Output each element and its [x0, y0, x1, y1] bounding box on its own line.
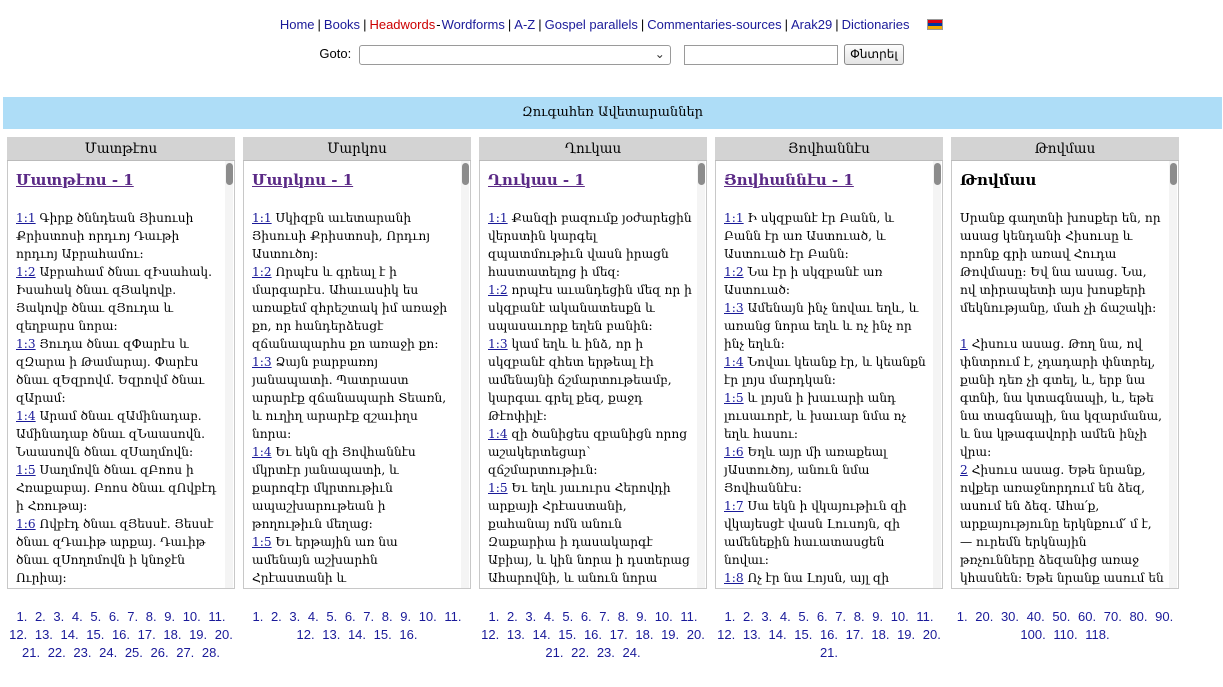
chevron-down-icon: ⌄ [654, 46, 665, 61]
chapter-link[interactable]: 30. [1000, 609, 1020, 624]
chapter-link[interactable]: 3. [525, 609, 537, 624]
verse [252, 353, 456, 443]
verse-text: Սկիզբն աւետարանի Յիսուսի Քրիստոսի, Որդւոյ Աստուծոյ: [252, 211, 431, 261]
nav-separator: | [640, 17, 645, 32]
chapter-link[interactable]: 1. [16, 609, 28, 624]
verse-number-link[interactable]: 1:4 [252, 445, 272, 459]
verse-text: Ամենայն ինչ նովաւ եղև, և առանց նորա եղև և ոչ ինչ որ ինչ եղևն: [724, 301, 919, 351]
chapter-link[interactable]: 60. [1078, 609, 1097, 624]
column-text-panel[interactable] [715, 161, 943, 589]
chapter-link[interactable]: 2. [270, 609, 282, 624]
chapter-link[interactable]: 21. [545, 645, 564, 660]
verse [488, 209, 692, 281]
chapter-link[interactable]: 7. [835, 609, 847, 624]
verse-number-link[interactable]: 1 [960, 337, 968, 351]
verse [16, 335, 220, 407]
verse [724, 569, 928, 589]
verse-text: Եւ եկն զի Յովհաննէս մկրտէր յանապատի, և քարոզէր մկրտութիւն ապաշխարութեան ի թողութիւն մեղաց: [252, 445, 416, 531]
column-header: Թովմաս [951, 137, 1179, 161]
chapter-link[interactable]: 15. [558, 627, 577, 642]
chapter-title-link[interactable]: Մատթէոս - 1 [16, 171, 134, 189]
nav-gospel-parallels-link[interactable]: Gospel parallels [544, 17, 638, 32]
chapter-link[interactable]: 11. [916, 609, 934, 624]
verse-number-link[interactable]: 1:1 [252, 211, 272, 225]
column-header: Յովհաննէս [715, 137, 943, 161]
chapter-link[interactable]: 8. [145, 609, 157, 624]
verse-list [488, 209, 692, 589]
chapter-links-matthew [7, 608, 235, 662]
verse [724, 443, 928, 497]
chapter-link[interactable]: 20. [214, 627, 233, 642]
verse [724, 263, 928, 299]
chapter-link[interactable]: 22. [47, 645, 66, 660]
chapter-link[interactable]: 5. [326, 609, 338, 624]
nav-commentaries-link[interactable]: Commentaries-sources [647, 17, 782, 32]
verse-text: Հիսուս ասաց. Թող նա, ով փնտրում է, չդադարի փնտրել, քանի դեռ չի գտել, և, երբ նա գտնի, նա կտագնապի, և, եթե նա տագնապի, նա կզարմանա, և նա կթագավորի ամեն ինչի վրա: [960, 337, 1163, 459]
chapter-link[interactable]: 90. [1155, 609, 1174, 624]
scrollbar[interactable] [933, 161, 941, 588]
verse [724, 353, 928, 389]
scrollbar-thumb[interactable] [698, 163, 705, 185]
chapter-link[interactable]: 12. [9, 627, 28, 642]
chapter-title: Թովմաս [960, 171, 1037, 189]
intro-text: Սրանք գաղտնի խոսքեր են, որ ասաց կենդանի Հիսուսը և որոնք գրի առավ Հուդա Թովմասը: Եվ նա ասաց. Նա, ով տիրապետի այս խոսքերի մեկնությանը, մահ չի ճաշակի: [960, 211, 1161, 315]
chapter-link[interactable]: 6. [108, 609, 120, 624]
chapter-link[interactable]: 2. [34, 609, 46, 624]
chapter-links-john [715, 608, 943, 662]
nav-separator: | [363, 17, 367, 32]
chapter-link[interactable]: 26. [150, 645, 169, 660]
verse-number-link[interactable]: 1:5 [724, 391, 744, 405]
chapter-link[interactable]: 1. [956, 609, 968, 624]
nav-wordforms-link[interactable]: Wordforms [441, 17, 505, 32]
chapter-link[interactable]: 19. [661, 627, 680, 642]
verse-number-link[interactable]: 1:8 [724, 571, 744, 585]
chapter-link[interactable]: 13. [742, 627, 761, 642]
chapter-link[interactable]: 25. [124, 645, 143, 660]
chapter-link[interactable]: 4. [543, 609, 555, 624]
chapter-link[interactable]: 40. [1026, 609, 1045, 624]
chapter-link[interactable]: 4. [307, 609, 319, 624]
chapter-link[interactable]: 24. [99, 645, 118, 660]
chapter-link[interactable]: 10. [182, 609, 201, 624]
verse-text: որպէս աւանդեցին մեզ որ ի սկզբանէ ականատեսքն և սպասաւորք եղեն բանին: [488, 283, 692, 333]
verse-text: Եւ եղև յաւուրս Հերովդի արքայի Հրէաստանի, քահանայ ոմն անուն Զաքարիա ի դասակարգէ Աբիայ, և կին նորա ի դստերաց Ահարովնի, և անուն նորա [488, 481, 690, 585]
chapter-link[interactable]: 16. [399, 627, 418, 642]
chapter-link[interactable]: 4. [71, 609, 83, 624]
gospel-column-luke [479, 137, 707, 589]
nav-separator: | [317, 17, 321, 32]
verse-text: և լոյսն ի խաւարի անդ լուսաւորէ, և խաւար նմա ոչ եղև հասու: [724, 391, 907, 441]
verse [488, 479, 692, 589]
verse-number-link[interactable]: 1:1 [16, 211, 36, 225]
verse-list [960, 335, 1164, 589]
chapter-link[interactable]: 14. [532, 627, 551, 642]
verse [16, 407, 220, 461]
chapter-title-link[interactable]: Յովհաննէս - 1 [724, 171, 854, 189]
chapter-link[interactable]: 20. [686, 627, 705, 642]
chapter-link[interactable]: 20. [922, 627, 941, 642]
verse [724, 497, 928, 569]
chapter-link[interactable]: 3. [761, 609, 773, 624]
search-button[interactable]: Փնտրել [844, 44, 903, 65]
verse-number-link[interactable]: 1:7 [724, 499, 744, 513]
chapter-link[interactable]: 13. [322, 627, 341, 642]
verse-text: Նովաւ կեանք էր, և կեանքն էր լոյս մարդկան: [724, 355, 926, 387]
chapter-link[interactable]: 7. [127, 609, 139, 624]
chapter-links-mark [243, 608, 471, 644]
chapter-link[interactable]: 2. [742, 609, 754, 624]
verse-text: Ի սկզբանէ էր Բանն, և Բանն էր առ Աստուած, և Աստուած էր Բանն: [724, 211, 894, 261]
nav-home-link[interactable]: Home [279, 17, 315, 32]
chapter-link[interactable]: 2. [506, 609, 518, 624]
chapter-link[interactable]: 9. [872, 609, 884, 624]
chapter-link[interactable]: 6. [816, 609, 828, 624]
nav-headwords-link[interactable]: Headwords [369, 17, 436, 32]
chapter-links-luke [479, 608, 707, 662]
chapter-link[interactable]: 19. [897, 627, 916, 642]
chapter-link[interactable]: 17. [137, 627, 156, 642]
chapter-link[interactable]: 9. [164, 609, 176, 624]
chapter-link[interactable]: 21. [22, 645, 41, 660]
top-navigation [0, 17, 1223, 32]
verse [724, 389, 928, 443]
chapter-link[interactable]: 12. [296, 627, 315, 642]
verse-number-link[interactable]: 1:3 [488, 337, 508, 351]
verse-text: Գիրք ծննդեան Յիսուսի Քրիստոսի որդւոյ Դաւթի որդւոյ Աբրահամու: [16, 211, 194, 261]
chapter-link[interactable]: 18. [163, 627, 182, 642]
chapter-link[interactable]: 10. [654, 609, 673, 624]
verse-number-link[interactable]: 2 [960, 463, 968, 477]
verse-text: Հիսուս ասաց. Եթե նրանք, ովքեր առաջնորդում են ձեզ, ասում են ձեզ. Ահա՛ք, արքայությունը երկնքում՛ մ է, — ուրեմն երկնային թռչունները ձեզանից առաջ կհասնեն: Եթե նրանք ասում են [960, 463, 1164, 585]
column-text-panel[interactable] [479, 161, 707, 589]
verse-text: Քանզի բազումք յօժարեցին վերստին կարգել զպատմութիւն վասն իրացն հաստատելոց ի մեզ: [488, 211, 692, 279]
verse [16, 515, 220, 587]
gospel-column-thomas [951, 137, 1179, 589]
scrollbar[interactable] [697, 161, 705, 588]
verse-number-link[interactable]: 1:2 [724, 265, 744, 279]
chapter-link[interactable]: 110. [1053, 627, 1078, 642]
verse-text: Յուդա ծնաւ զՓարէս և զԶարա ի Թամարայ. Փարէս ծնաւ զԵզրովմ. Եզրովմ ծնաւ զԱրամ: [16, 337, 205, 405]
chapter-link[interactable]: 21. [819, 645, 839, 660]
verse-number-link[interactable]: 1:5 [252, 535, 272, 549]
chapter-link[interactable]: 23. [73, 645, 92, 660]
chapter-link[interactable]: 1. [252, 609, 264, 624]
verse-text: Նա էր ի սկզբանէ առ Աստուած: [724, 265, 883, 297]
chapter-link[interactable]: 8. [853, 609, 865, 624]
verse [960, 461, 1164, 589]
chapter-link[interactable]: 16. [583, 627, 603, 642]
chapter-link[interactable]: 8. [617, 609, 629, 624]
verse-text: Ոչ էր նա Լոյսն, այլ զի [747, 571, 890, 585]
chapter-link[interactable]: 3. [289, 609, 301, 624]
verse-text: Սա եկն ի վկայութիւն զի վկայեսցէ վասն Լուսոյն, զի ամենեքին հաւատասցեն նովաւ: [724, 499, 907, 567]
chapter-link[interactable]: 3. [53, 609, 65, 624]
scrollbar-thumb[interactable] [934, 163, 941, 185]
verse-number-link[interactable]: 1:2 [16, 265, 36, 279]
nav-arak29-link[interactable]: Arak29 [791, 17, 833, 32]
chapter-link[interactable]: 50. [1052, 609, 1071, 624]
verse-text: Ովբէդ ծնաւ զՅեսսէ. Յեսսէ ծնաւ զԴաւիթ արքայ. Դաւիթ ծնաւ զՍողոմովն ի կնոջէն Ուրիայ: [16, 517, 214, 585]
chapter-link[interactable]: 80. [1129, 609, 1148, 624]
scrollbar-thumb[interactable] [1170, 163, 1177, 185]
verse-number-link[interactable]: 1:3 [252, 355, 272, 369]
verse [960, 335, 1164, 461]
chapter-link[interactable]: 17. [609, 627, 628, 642]
verse-text: Եղև այր մի առաքեալ յԱստուծոյ, անուն նմա Յովհաննէս: [724, 445, 887, 495]
armenian-flag-icon[interactable] [927, 19, 943, 30]
chapter-link[interactable]: 12. [717, 627, 736, 642]
column-text-panel[interactable] [243, 161, 471, 589]
verse-list [724, 209, 928, 589]
scrollbar-thumb[interactable] [462, 163, 469, 185]
nav-books-link[interactable]: Books [323, 17, 361, 32]
chapter-link[interactable]: 28. [201, 645, 220, 660]
verse-number-link[interactable]: 1:6 [724, 445, 744, 459]
chapter-link[interactable]: 100. [1020, 627, 1046, 642]
chapter-link[interactable]: 118. [1085, 627, 1110, 642]
chapter-link[interactable]: 19. [189, 627, 208, 642]
verse-number-link[interactable]: 1:3 [16, 337, 36, 351]
chapter-links-thomas [951, 608, 1179, 644]
chapter-title-link[interactable]: Ղուկաս - 1 [488, 171, 585, 189]
chapter-link[interactable]: 1. [724, 609, 736, 624]
chapter-link[interactable]: 11. [444, 609, 462, 624]
verse-number-link[interactable]: 1:4 [16, 409, 36, 423]
nav-separator: - [436, 17, 441, 32]
verse [488, 281, 692, 335]
chapter-link[interactable]: 15. [794, 627, 813, 642]
chapter-link[interactable]: 1. [488, 609, 500, 624]
verse [16, 263, 220, 335]
chapter-link[interactable]: 15. [373, 627, 392, 642]
nav-separator: | [507, 17, 512, 32]
scrollbar[interactable] [225, 161, 233, 588]
chapter-link[interactable]: 6. [344, 609, 356, 624]
nav-separator: | [784, 17, 788, 32]
verse-number-link[interactable]: 1:6 [16, 517, 36, 531]
verse [724, 299, 928, 353]
nav-separator: | [538, 17, 542, 32]
verse [724, 209, 928, 263]
gospel-column-john [715, 137, 943, 589]
scrollbar[interactable] [461, 161, 469, 588]
chapter-link[interactable]: 10. [418, 609, 437, 624]
verse [16, 461, 220, 515]
chapter-title-link[interactable]: Մարկոս - 1 [252, 171, 354, 189]
verse-number-link[interactable]: 1:2 [252, 265, 272, 279]
verse-list [252, 209, 456, 589]
nav-az-link[interactable]: A-Z [514, 17, 536, 32]
chapter-link[interactable]: 17. [845, 627, 864, 642]
chapter-link[interactable]: 5. [90, 609, 102, 624]
search-input[interactable] [684, 45, 838, 65]
chapter-link[interactable]: 9. [400, 609, 412, 624]
chapter-link[interactable]: 10. [890, 609, 909, 624]
verse [16, 209, 220, 263]
verse [488, 335, 692, 425]
gospel-column-matthew [7, 137, 235, 589]
chapter-link[interactable]: 22. [571, 645, 590, 660]
chapter-link[interactable]: 16. [111, 627, 131, 642]
verse-list [16, 209, 220, 587]
gospel-column-mark [243, 137, 471, 589]
verse-number-link[interactable]: 1:4 [724, 355, 744, 369]
column-header: Մարկոս [243, 137, 471, 161]
verse-text: Որպէս և գրեալ է ի մարգարէս. Ահաւասիկ ես առաքեմ զհրեշտակ իմ առաջի քո, որ հանդերձեսցէ զճանապարհս քո առաջի քո: [252, 265, 448, 351]
column-header: Ղուկաս [479, 137, 707, 161]
chapter-link[interactable]: 20. [975, 609, 994, 624]
verse-number-link[interactable]: 1:5 [16, 463, 36, 477]
chapter-link[interactable]: 8. [381, 609, 393, 624]
chapter-link[interactable]: 14. [60, 627, 79, 642]
chapter-link[interactable]: 11. [680, 609, 698, 624]
chapter-link[interactable]: 6. [580, 609, 592, 624]
chapter-link[interactable]: 4. [779, 609, 791, 624]
chapter-link[interactable]: 18. [871, 627, 890, 642]
chapter-link[interactable]: 7. [363, 609, 375, 624]
verse [252, 533, 456, 589]
verse [252, 263, 456, 353]
verse-text: զի ծանիցես զբանիցն որոց աշակերտեցար՝ զճշմարտութիւն: [488, 427, 688, 477]
verse-text: Արամ ծնաւ զԱմինադաբ. Ամինադաբ ծնաւ զՆաասովն. Նաասովն ծնաւ զՍաղմովն: [16, 409, 206, 459]
chapter-link[interactable]: 23. [596, 645, 615, 660]
column-text-panel[interactable] [951, 161, 1179, 589]
chapter-link[interactable]: 9. [636, 609, 648, 624]
chapter-link[interactable]: 18. [635, 627, 654, 642]
chapter-link[interactable]: 12. [481, 627, 500, 642]
chapter-link[interactable]: 27. [176, 645, 195, 660]
goto-select[interactable] [359, 45, 671, 65]
chapter-link[interactable]: 5. [562, 609, 574, 624]
verse [252, 209, 456, 263]
verse-text: կամ եղև և ինձ, որ ի սկզբանէ զհետ երթեալ էի ամենայնի ճշմարտութեամբ, կարգաւ գրել քեզ, քաջդ Թէոփիլէ: [488, 337, 672, 423]
column-text-panel[interactable] [7, 161, 235, 589]
verse-text: Եւ երթային առ նա ամենայն աշխարհն Հրէաստանի և [252, 535, 398, 585]
verse-number-link[interactable]: 1:1 [488, 211, 508, 225]
chapter-link[interactable]: 16. [819, 627, 839, 642]
verse-number-link[interactable]: 1:4 [488, 427, 508, 441]
column-header: Մատթէոս [7, 137, 235, 161]
verse-text: Աբրահամ ծնաւ զԻսահակ. Իսահակ ծնաւ զՅակովբ. Յակովբ ծնաւ զՅուդա և զեղբարս նորա: [16, 265, 212, 333]
verse-number-link[interactable]: 1:3 [724, 301, 744, 315]
goto-label: Goto: [319, 45, 352, 61]
nav-dictionaries-link[interactable]: Dictionaries [841, 17, 910, 32]
goto-row [0, 44, 1223, 65]
verse-number-link[interactable]: 1:1 [724, 211, 744, 225]
verse [252, 443, 456, 533]
chapter-link[interactable]: 13. [34, 627, 53, 642]
chapter-link[interactable]: 14. [768, 627, 787, 642]
chapter-link[interactable]: 11. [208, 609, 226, 624]
chapter-link[interactable]: 5. [798, 609, 810, 624]
chapter-link[interactable]: 13. [506, 627, 525, 642]
chapter-link[interactable]: 7. [599, 609, 611, 624]
verse [488, 425, 692, 479]
chapter-link[interactable]: 70. [1103, 609, 1122, 624]
scrollbar[interactable] [1169, 161, 1177, 588]
verse-text: Ձայն բարբառոյ յանապատի. Պատրաստ արարէք զճանապարհ Տեառն, և ուղիղ արարէք զշաւիղս նորա: [252, 355, 447, 441]
verse-number-link[interactable]: 1:2 [488, 283, 508, 297]
verse-text: Սաղմովն ծնաւ զԲոոս ի Հռաքաբայ. Բոոս ծնաւ զՈվբէդ ի Հռութայ: [16, 463, 217, 513]
nav-separator: | [835, 17, 839, 32]
page-title-banner: Զուգահեռ Ավետարաններ [3, 97, 1222, 129]
scrollbar-thumb[interactable] [226, 163, 233, 185]
verse-number-link[interactable]: 1:5 [488, 481, 508, 495]
chapter-link[interactable]: 24. [622, 645, 641, 660]
chapter-link[interactable]: 14. [347, 627, 367, 642]
chapter-link[interactable]: 15. [86, 627, 105, 642]
